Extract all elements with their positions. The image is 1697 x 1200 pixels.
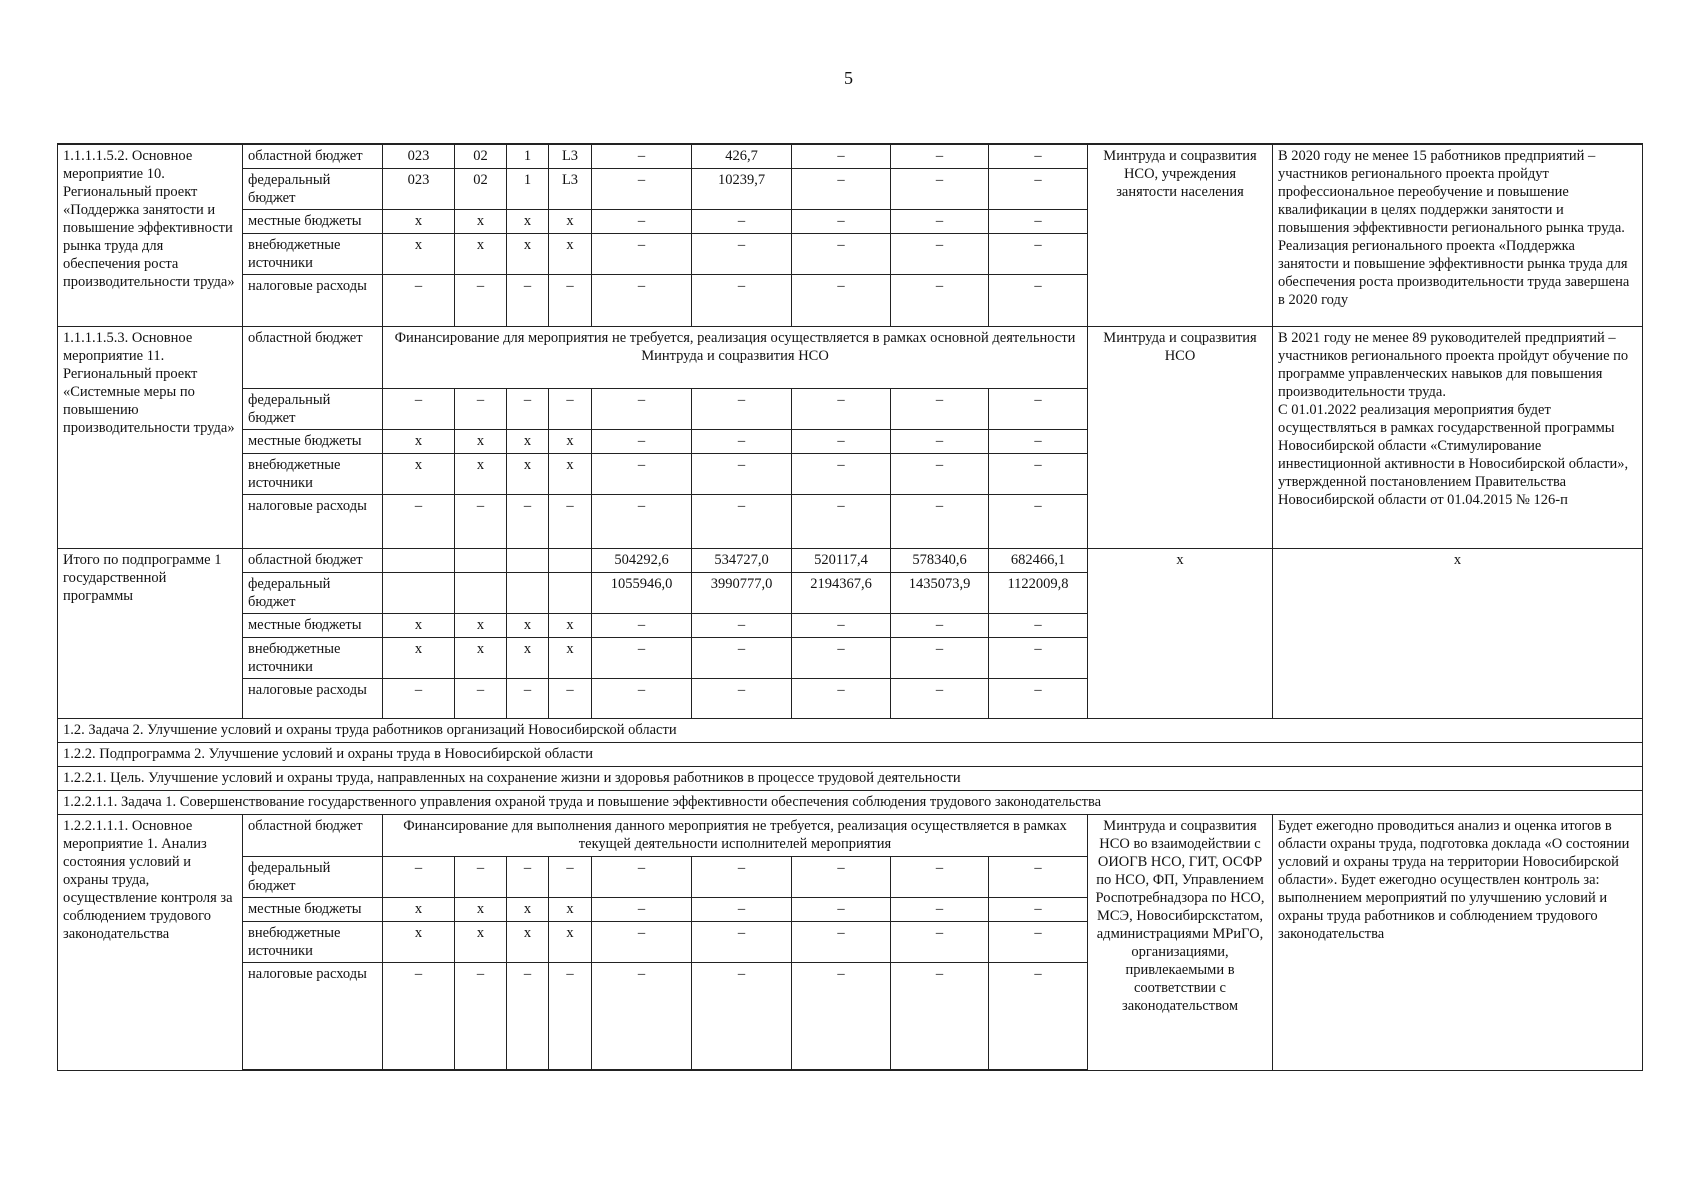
value-cell: –	[592, 897, 692, 921]
code-cell: х	[507, 233, 549, 274]
code-cell: –	[455, 274, 507, 326]
value-cell: –	[692, 494, 792, 548]
value-cell: –	[692, 637, 792, 678]
code-cell: х	[507, 613, 549, 637]
total-name: Итого по подпрограмме 1 государственной программы	[58, 548, 243, 718]
source-label: федеральный бюджет	[243, 168, 383, 209]
value-cell: –	[891, 168, 989, 209]
code-cell: х	[455, 921, 507, 962]
code-cell: х	[549, 921, 592, 962]
code-cell: 023	[383, 144, 455, 168]
code-cell: 1	[507, 168, 549, 209]
subprogram2-header: 1.2.2. Подпрограмма 2. Улучшение условий и охраны труда в Новосибирской области	[58, 742, 1643, 766]
value-cell: 426,7	[692, 144, 792, 168]
code-cell: –	[455, 678, 507, 718]
m11-funding-note: Финансирование для мероприятия не требуется, реализация осуществляется в рамках основной деятельности Минтруда и соцразвития НСО	[383, 326, 1088, 388]
code-cell: –	[383, 274, 455, 326]
code-cell: х	[549, 897, 592, 921]
value-cell: 520117,4	[792, 548, 891, 572]
code-cell: 1	[507, 144, 549, 168]
value-cell: –	[891, 494, 989, 548]
source-label: внебюджетные источники	[243, 637, 383, 678]
value-cell: –	[592, 921, 692, 962]
source-label: внебюджетные источники	[243, 453, 383, 494]
code-cell: х	[455, 209, 507, 233]
value-cell: 1435073,9	[891, 572, 989, 613]
value-cell: –	[592, 637, 692, 678]
code-cell: х	[507, 453, 549, 494]
value-cell: –	[592, 678, 692, 718]
m1-name: 1.2.2.1.1.1. Основное мероприятие 1. Анализ состояния условий и охраны труда, осуществление контроля за соблюдением трудового законодательства	[58, 814, 243, 1070]
value-cell: –	[891, 856, 989, 897]
code-cell: х	[383, 637, 455, 678]
value-cell: 504292,6	[592, 548, 692, 572]
code-cell: 02	[455, 144, 507, 168]
source-label: местные бюджеты	[243, 897, 383, 921]
value-cell: –	[989, 613, 1088, 637]
total-result: х	[1273, 548, 1643, 718]
code-cell: х	[507, 429, 549, 453]
code-cell: 02	[455, 168, 507, 209]
code-cell: –	[549, 388, 592, 429]
code-cell: х	[549, 637, 592, 678]
value-cell: –	[792, 274, 891, 326]
code-cell: –	[383, 962, 455, 1070]
code-cell: х	[455, 233, 507, 274]
m11-result: В 2021 году не менее 89 руководителей предприятий – участников регионального проекта пройдут обучение по программе управленческих навыков для повышения производительности труда. С 01.01.2022 реализация мероприятия будет осуществляться в рамках государственной программы Новосибирской области «Стимулирование инвестиционной активности в Новосибирской области», утвержденной постановлением Правительства Новосибирской области от 01.04.2015 № 126-п	[1273, 326, 1643, 548]
source-label: местные бюджеты	[243, 429, 383, 453]
code-cell: х	[383, 209, 455, 233]
value-cell: –	[592, 209, 692, 233]
value-cell: –	[692, 209, 792, 233]
code-cell: –	[549, 856, 592, 897]
value-cell: –	[692, 897, 792, 921]
code-cell: –	[507, 856, 549, 897]
total-row-obl	[58, 548, 1643, 572]
code-cell: х	[549, 233, 592, 274]
value-cell: –	[891, 897, 989, 921]
code-cell	[507, 548, 549, 572]
m1-executor: Минтруда и соцразвития НСО во взаимодействии с ОИОГВ НСО, ГИТ, ОСФР по НСО, ФП, Управлением Роспотребнадзора по НСО, МСЭ, Новосибирскстатом, администрациями МРиГО, организациями, привлекаемыми в соответствии с законодательством	[1088, 814, 1273, 1070]
code-cell: х	[507, 921, 549, 962]
value-cell: –	[792, 494, 891, 548]
m1-result: Будет ежегодно проводиться анализ и оценка итогов в области охраны труда, подготовка доклада «О состоянии условий и охраны труда на территории Новосибирской области». Будет ежегодно осуществлен контроль за: выполнением мероприятий по улучшению условий и охраны труда работников и соблюдением трудового законодательства	[1273, 814, 1643, 1070]
value-cell: –	[989, 897, 1088, 921]
code-cell: х	[455, 453, 507, 494]
code-cell: х	[383, 233, 455, 274]
value-cell: –	[592, 429, 692, 453]
value-cell: –	[989, 453, 1088, 494]
value-cell: –	[989, 921, 1088, 962]
code-cell: –	[455, 388, 507, 429]
code-cell: 023	[383, 168, 455, 209]
value-cell: –	[692, 921, 792, 962]
code-cell: –	[455, 494, 507, 548]
program-table	[57, 143, 1643, 1071]
source-label: налоговые расходы	[243, 494, 383, 548]
code-cell: –	[549, 274, 592, 326]
value-cell: –	[891, 274, 989, 326]
value-cell: –	[989, 233, 1088, 274]
source-label: областной бюджет	[243, 548, 383, 572]
value-cell: –	[592, 168, 692, 209]
value-cell: –	[792, 962, 891, 1070]
m10-result: В 2020 году не менее 15 работников предприятий – участников регионального проекта пройдут профессиональное переобучение и повышение квалификации в целях поддержки занятости и повышения эффективности регионального рынка труда. Реализация регионального проекта «Поддержка занятости и повышение эффективности рынка труда для обеспечения роста производительности труда завершена в 2020 году	[1273, 144, 1643, 326]
value-cell: –	[792, 613, 891, 637]
task1-header: 1.2.2.1.1. Задача 1. Совершенствование государственного управления охраной труда и повышение эффективности обеспечения соблюдения трудового законодательства	[58, 790, 1643, 814]
value-cell: –	[891, 613, 989, 637]
code-cell: х	[549, 429, 592, 453]
value-cell: –	[692, 233, 792, 274]
code-cell: х	[455, 637, 507, 678]
value-cell: –	[792, 637, 891, 678]
code-cell	[455, 548, 507, 572]
value-cell: 1055946,0	[592, 572, 692, 613]
code-cell: х	[507, 897, 549, 921]
total-executor: х	[1088, 548, 1273, 718]
goal-header: 1.2.2.1. Цель. Улучшение условий и охраны труда, направленных на сохранение жизни и здоровья работников в процессе трудовой деятельности	[58, 766, 1643, 790]
value-cell: –	[989, 429, 1088, 453]
value-cell: –	[792, 856, 891, 897]
source-label: внебюджетные источники	[243, 921, 383, 962]
value-cell: –	[592, 856, 692, 897]
code-cell: –	[549, 678, 592, 718]
source-label: федеральный бюджет	[243, 572, 383, 613]
value-cell: –	[692, 962, 792, 1070]
source-label: федеральный бюджет	[243, 856, 383, 897]
value-cell: –	[989, 856, 1088, 897]
value-cell: –	[592, 453, 692, 494]
value-cell: –	[989, 209, 1088, 233]
code-cell: L3	[549, 144, 592, 168]
code-cell: х	[383, 429, 455, 453]
code-cell: х	[455, 897, 507, 921]
value-cell: –	[692, 274, 792, 326]
value-cell: 2194367,6	[792, 572, 891, 613]
code-cell: х	[455, 429, 507, 453]
code-cell: х	[383, 897, 455, 921]
code-cell: –	[507, 274, 549, 326]
code-cell: х	[383, 921, 455, 962]
value-cell: –	[891, 453, 989, 494]
code-cell	[383, 572, 455, 613]
code-cell: –	[549, 962, 592, 1070]
task2-header: 1.2. Задача 2. Улучшение условий и охраны труда работников организаций Новосибирской области	[58, 718, 1643, 742]
value-cell: –	[792, 144, 891, 168]
m10-executor: Минтруда и соцразвития НСО, учреждения занятости населения	[1088, 144, 1273, 326]
source-label: местные бюджеты	[243, 613, 383, 637]
value-cell: 534727,0	[692, 548, 792, 572]
value-cell: –	[989, 168, 1088, 209]
value-cell: 3990777,0	[692, 572, 792, 613]
value-cell: –	[989, 637, 1088, 678]
value-cell: –	[891, 962, 989, 1070]
code-cell: –	[455, 856, 507, 897]
code-cell: х	[383, 613, 455, 637]
m10-row-obl	[58, 144, 1643, 168]
value-cell: –	[891, 429, 989, 453]
source-label: областной бюджет	[243, 144, 383, 168]
code-cell: –	[507, 388, 549, 429]
value-cell: –	[891, 144, 989, 168]
value-cell: –	[989, 678, 1088, 718]
value-cell: –	[792, 453, 891, 494]
code-cell: –	[383, 494, 455, 548]
code-cell: –	[383, 856, 455, 897]
code-cell: –	[383, 678, 455, 718]
code-cell	[507, 572, 549, 613]
value-cell: –	[792, 678, 891, 718]
code-cell	[383, 548, 455, 572]
source-label: налоговые расходы	[243, 962, 383, 1070]
code-cell: х	[507, 209, 549, 233]
code-cell: х	[549, 209, 592, 233]
code-cell: –	[507, 494, 549, 548]
value-cell: –	[989, 962, 1088, 1070]
m11-row-obl	[58, 326, 1643, 388]
value-cell: –	[891, 233, 989, 274]
code-cell: х	[549, 613, 592, 637]
value-cell: –	[592, 962, 692, 1070]
code-cell: х	[455, 613, 507, 637]
value-cell: –	[792, 168, 891, 209]
code-cell	[549, 548, 592, 572]
value-cell: –	[792, 921, 891, 962]
value-cell: –	[989, 388, 1088, 429]
value-cell: –	[692, 678, 792, 718]
m1-funding-note: Финансирование для выполнения данного мероприятия не требуется, реализация осуществляется в рамках текущей деятельности исполнителей мероприятия	[383, 814, 1088, 856]
value-cell: –	[592, 494, 692, 548]
value-cell: –	[792, 209, 891, 233]
code-cell	[455, 572, 507, 613]
code-cell: –	[507, 962, 549, 1070]
value-cell: –	[792, 233, 891, 274]
value-cell: –	[989, 494, 1088, 548]
value-cell: 1122009,8	[989, 572, 1088, 613]
m1-row-obl	[58, 814, 1643, 856]
m11-executor: Минтруда и соцразвития НСО	[1088, 326, 1273, 548]
m10-name: 1.1.1.1.5.2. Основное мероприятие 10. Региональный проект «Поддержка занятости и повышение эффективности рынка труда для обеспечения роста производительности труда»	[58, 144, 243, 326]
value-cell: –	[592, 274, 692, 326]
value-cell: –	[891, 209, 989, 233]
source-label: налоговые расходы	[243, 678, 383, 718]
value-cell: –	[792, 388, 891, 429]
source-label: местные бюджеты	[243, 209, 383, 233]
code-cell: –	[383, 388, 455, 429]
value-cell: –	[792, 429, 891, 453]
value-cell: –	[692, 429, 792, 453]
value-cell: –	[592, 613, 692, 637]
value-cell: –	[989, 144, 1088, 168]
value-cell: –	[891, 637, 989, 678]
source-label: налоговые расходы	[243, 274, 383, 326]
code-cell: –	[507, 678, 549, 718]
code-cell: –	[455, 962, 507, 1070]
code-cell: –	[549, 494, 592, 548]
value-cell: –	[792, 897, 891, 921]
page-number: 5	[844, 68, 853, 88]
code-cell	[549, 572, 592, 613]
source-label: областной бюджет	[243, 326, 383, 388]
value-cell: –	[592, 144, 692, 168]
value-cell: –	[692, 453, 792, 494]
value-cell: 682466,1	[989, 548, 1088, 572]
value-cell: –	[592, 233, 692, 274]
m11-name: 1.1.1.1.5.3. Основное мероприятие 11. Региональный проект «Системные меры по повышению производительности труда»	[58, 326, 243, 548]
source-label: внебюджетные источники	[243, 233, 383, 274]
value-cell: –	[692, 856, 792, 897]
code-cell: х	[507, 637, 549, 678]
value-cell: –	[891, 678, 989, 718]
code-cell: х	[549, 453, 592, 494]
value-cell: –	[891, 921, 989, 962]
value-cell: –	[891, 388, 989, 429]
value-cell: –	[692, 388, 792, 429]
code-cell: L3	[549, 168, 592, 209]
value-cell: –	[692, 613, 792, 637]
code-cell: х	[383, 453, 455, 494]
value-cell: 578340,6	[891, 548, 989, 572]
value-cell: –	[592, 388, 692, 429]
source-label: областной бюджет	[243, 814, 383, 856]
source-label: федеральный бюджет	[243, 388, 383, 429]
value-cell: –	[989, 274, 1088, 326]
value-cell: 10239,7	[692, 168, 792, 209]
